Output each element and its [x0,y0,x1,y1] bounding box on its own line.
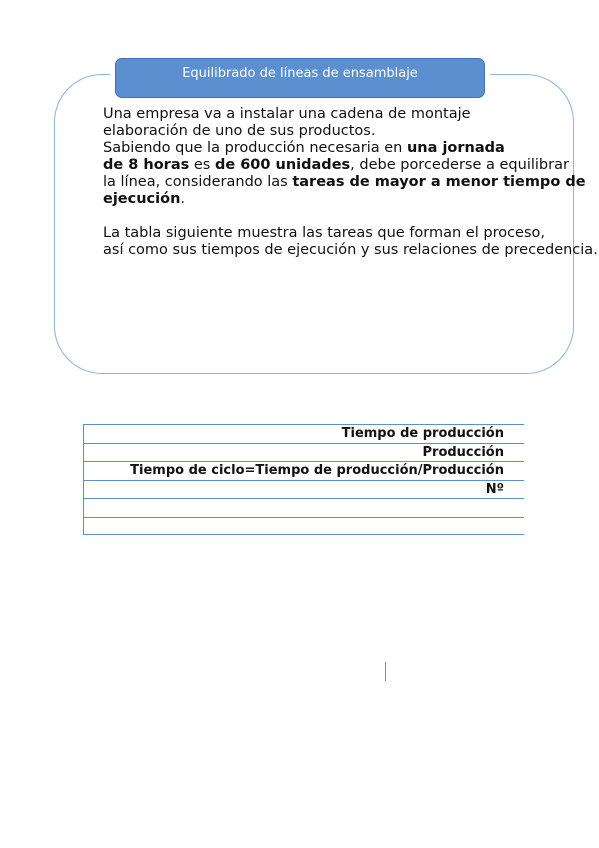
table-row: Tiempo de ciclo=Tiempo de producción/Producción [84,461,524,480]
intro-line: elaboración de uno de sus productos. [103,123,376,139]
section-header [115,58,485,98]
table-row: Nº [84,480,524,499]
intro-line: Sabiendo que la producción necesaria en una jornada [103,140,505,156]
section-title: Equilibrado de líneas de ensamblaje [182,66,418,81]
intro-line: de 8 horas es de 600 unidades, debe porcederse a equilibrar [103,157,569,173]
data-table [83,424,524,535]
intro-line: ejecución. [103,191,186,207]
table-row: Producción [84,443,524,462]
table-row: Tiempo de producción [84,424,524,443]
intro-text [103,106,598,259]
table-row [84,498,524,517]
intro-line: Una empresa va a instalar una cadena de montaje [103,106,471,122]
intro-line: así como sus tiempos de ejecución y sus relaciones de precedencia. [103,242,598,258]
intro-line: la línea, considerando las tareas de mayor a menor tiempo de [103,174,586,190]
table-row [84,517,524,536]
intro-line: La tabla siguiente muestra las tareas que forman el proceso, [103,225,546,241]
text-cursor [385,662,386,681]
